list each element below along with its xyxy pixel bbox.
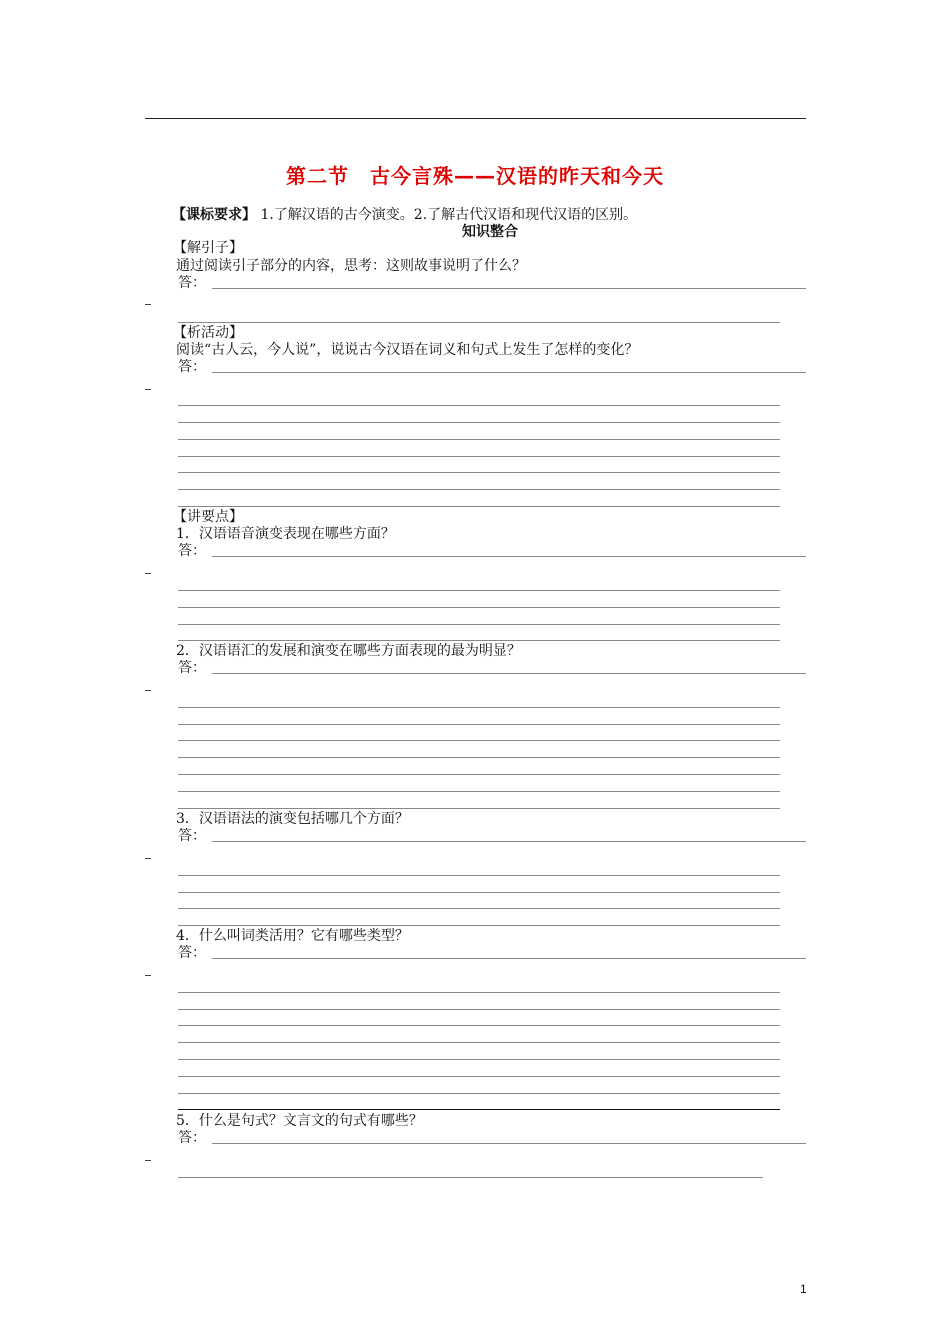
answer-line[interactable] — [178, 405, 780, 406]
answer-line[interactable] — [178, 1059, 780, 1060]
answer-line[interactable] — [178, 607, 780, 608]
answer-label: 答： — [178, 660, 206, 676]
answer-line[interactable] — [178, 757, 780, 758]
answer-line[interactable] — [178, 774, 780, 775]
answer-label: 答： — [178, 359, 206, 375]
answer-line[interactable] — [178, 322, 780, 323]
answer-line[interactable] — [178, 1093, 780, 1094]
section-heading-activity: 【析活动】 — [173, 325, 243, 341]
answer-line[interactable] — [178, 791, 780, 792]
section-subtitle: 知识整合 — [462, 224, 518, 240]
requirements-label: 【课标要求】 — [172, 207, 256, 223]
answer-label: 答： — [178, 828, 206, 844]
answer-line[interactable] — [178, 1076, 780, 1077]
page-number: 1 — [800, 1282, 807, 1296]
answer-line[interactable] — [178, 472, 780, 473]
answer-line[interactable] — [178, 489, 780, 490]
answer-line[interactable] — [178, 707, 780, 708]
margin-dash — [145, 1160, 151, 1161]
requirements-text: 1.了解汉语的古今演变。2.了解古代汉语和现代汉语的区别。 — [256, 207, 638, 223]
answer-line[interactable] — [178, 590, 780, 591]
margin-dash — [145, 573, 151, 574]
margin-dash — [145, 389, 151, 390]
answer-line[interactable] — [212, 556, 806, 557]
answer-line[interactable] — [212, 372, 806, 373]
answer-line[interactable] — [178, 1042, 780, 1043]
header-rule — [145, 118, 806, 119]
answer-line[interactable] — [212, 288, 806, 289]
margin-dash — [145, 975, 151, 976]
question-3: 3．汉语语法的演变包括哪几个方面？ — [176, 811, 409, 827]
section-heading-keypoints: 【讲要点】 — [173, 509, 243, 525]
answer-line[interactable] — [178, 1177, 763, 1178]
answer-line[interactable] — [178, 1025, 780, 1026]
section-heading-intro: 【解引子】 — [173, 240, 243, 256]
answer-line[interactable] — [178, 992, 780, 993]
answer-label: 答： — [178, 543, 206, 559]
answer-line[interactable] — [212, 1143, 806, 1144]
question-1: 1．汉语语音演变表现在哪些方面？ — [176, 526, 395, 542]
question-5: 5．什么是句式？文言文的句式有哪些？ — [176, 1113, 423, 1129]
margin-dash — [145, 858, 151, 859]
answer-line[interactable] — [178, 908, 780, 909]
answer-line[interactable] — [178, 875, 780, 876]
answer-line[interactable] — [178, 439, 780, 440]
question-2: 2．汉语语汇的发展和演变在哪些方面表现的最为明显？ — [176, 643, 521, 659]
answer-line[interactable] — [212, 958, 806, 959]
answer-line[interactable] — [178, 506, 780, 507]
answer-line[interactable] — [178, 724, 780, 725]
margin-dash — [145, 690, 151, 691]
answer-line[interactable] — [178, 456, 780, 457]
answer-line[interactable] — [212, 673, 806, 674]
question-4: 4．什么叫词类活用？它有哪些类型？ — [176, 928, 409, 944]
answer-line[interactable] — [178, 624, 780, 625]
answer-line[interactable] — [178, 422, 780, 423]
answer-line[interactable] — [178, 740, 780, 741]
question-intro: 通过阅读引子部分的内容，思考：这则故事说明了什么？ — [176, 258, 526, 274]
page-title: 第二节 古今言殊——汉语的昨天和今天 — [286, 164, 664, 188]
margin-dash — [145, 304, 151, 305]
answer-label: 答： — [178, 1130, 206, 1146]
question-activity: 阅读“古人云，今人说”，说说古今汉语在词义和句式上发生了怎样的变化？ — [176, 342, 639, 358]
answer-label: 答： — [178, 275, 206, 291]
answer-line[interactable] — [178, 1009, 780, 1010]
answer-label: 答： — [178, 945, 206, 961]
answer-line[interactable] — [178, 892, 780, 893]
answer-line[interactable] — [212, 841, 806, 842]
